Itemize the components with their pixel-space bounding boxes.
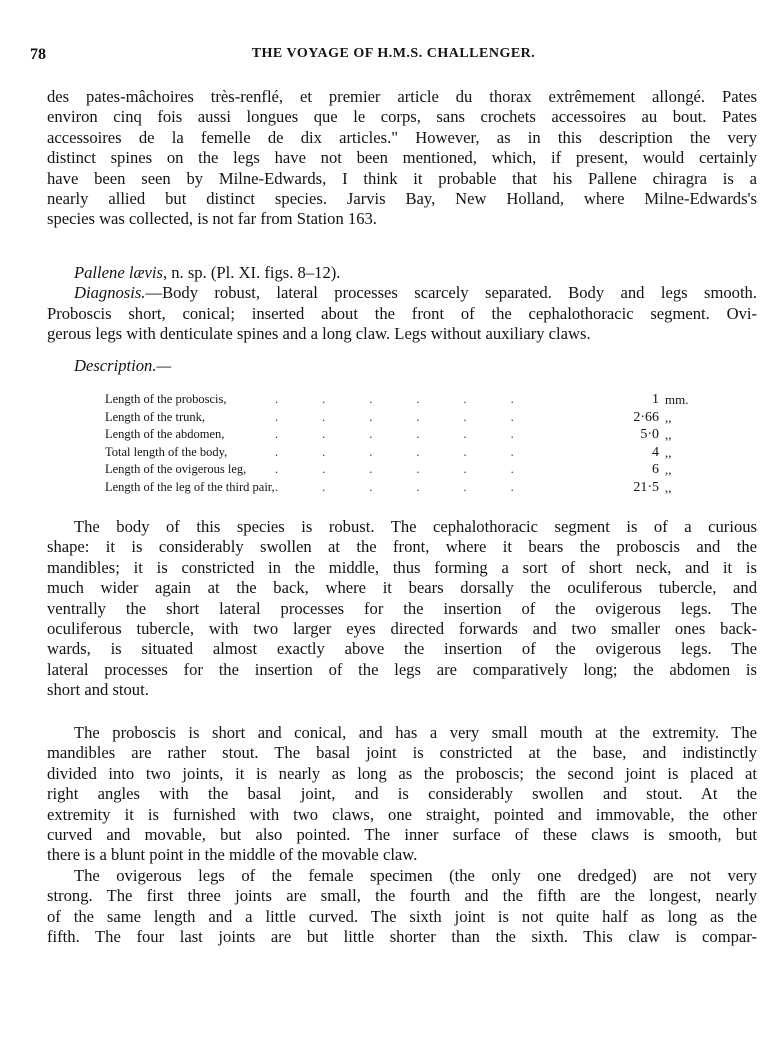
- leader-dots: ......: [275, 479, 558, 494]
- text-line: nearly allied but distinct species. Jarvis Bay, New Holland, where Milne-Edwards's: [47, 188, 757, 208]
- text-line: oculiferous tubercle, with two larger eyes directed forwards and two smaller ones back-: [47, 618, 757, 638]
- measurement-label: Total length of the body,: [105, 444, 228, 459]
- measurement-row: [105, 391, 689, 409]
- leader-dots: ......: [275, 409, 558, 424]
- text-line: divided into two joints, it is nearly as long as the proboscis; the second joint is placed at: [47, 763, 757, 783]
- measurement-unit: ,,: [665, 427, 672, 443]
- text-line: have been seen by Milne-Edwards, I think it probable that his Pallene chiragra is a: [47, 168, 757, 188]
- measurements-table: [105, 391, 689, 497]
- text-line: distinct spines on the legs have not been mentioned, which, if present, would certainly: [47, 148, 757, 168]
- species-heading: [47, 263, 757, 283]
- text-line: gerous legs with denticulate spines and a long claw. Legs without auxiliary claws.: [47, 324, 591, 344]
- paragraph-4: [47, 866, 757, 948]
- measurement-label: Length of the proboscis,: [105, 392, 227, 406]
- leader-dots: ......: [275, 444, 558, 459]
- text-line: lateral processes for the insertion of the legs are comparatively long; the abdomen is: [47, 659, 757, 679]
- text-line: The body of this species is robust. The cephalothoracic segment is of a curious: [74, 517, 757, 536]
- measurement-unit: ,,: [665, 462, 672, 478]
- text-line: extremity it is furnished with two claws, one straight, pointed and immovable, the other: [47, 804, 757, 824]
- paragraph-2: [47, 517, 757, 701]
- species-ref: , n. sp. (Pl. XI. figs. 8–12).: [162, 263, 341, 282]
- paragraph-3: [47, 723, 757, 866]
- diagnosis-label: Diagnosis.: [74, 283, 146, 303]
- running-title: THE VOYAGE OF H.M.S. CHALLENGER.: [251, 46, 536, 61]
- text-line: accessoires de la femelle de dix articles." However, as in this description the very: [47, 127, 757, 147]
- text-line: environ cinq fois aussi longues que le corps, sans crochets accessoires au bout. Pates: [47, 107, 757, 127]
- text-line: mandibles are rather stout. The basal joint is constricted at the base, and indistinctly: [47, 743, 757, 763]
- text-line: wards, is situated almost exactly above the insertion of the ovigerous legs. The: [47, 639, 757, 659]
- measurement-unit: mm.: [665, 392, 689, 407]
- text-line: of the same length and a little curved. The sixth joint is not quite half as long as the: [47, 906, 757, 926]
- text-line: shape: it is considerably swollen at the front, where it bears the proboscis and the: [47, 537, 757, 557]
- text-line: species was collected, is not far from Station 163.: [47, 209, 377, 229]
- measurement-row: [105, 409, 685, 427]
- text-line: The ovigerous legs of the female specimen (the only one dredged) are not very: [74, 866, 757, 885]
- paragraph-1: [47, 87, 757, 230]
- text-line: strong. The first three joints are small, the fourth and the fifth are the longest, nearly: [47, 886, 757, 906]
- measurement-value: 6: [652, 462, 659, 478]
- description-label: Description.—: [74, 356, 172, 375]
- text-line: mandibles; it is constricted in the middle, thus forming a sort of short neck, and it is: [47, 557, 757, 577]
- page-number: 78: [30, 46, 46, 63]
- measurement-label: Length of the ovigerous leg,: [105, 462, 247, 477]
- measurement-unit: ,,: [665, 479, 672, 495]
- leader-dots: ......: [275, 462, 558, 477]
- text-line: there is a blunt point in the middle of the movable claw.: [47, 845, 418, 865]
- text-line: Proboscis short, conical; inserted about the front of the cephalothoracic segment. Ovi-: [47, 303, 757, 323]
- measurement-value: 5·0: [640, 427, 659, 443]
- text-line: right angles with the basal joint, and is considerably swollen and stout. At the: [47, 784, 757, 804]
- measurement-unit: ,,: [665, 444, 672, 460]
- species-section: [47, 263, 757, 345]
- leader-dots: ......: [275, 427, 558, 442]
- text-line: fifth. The four last joints are but little shorter than the sixth. This claw is compar-: [47, 927, 757, 947]
- diagnosis-line: [47, 283, 757, 303]
- measurement-value: 1: [652, 392, 659, 407]
- measurement-label: Length of the trunk,: [105, 409, 205, 424]
- description-heading: [47, 356, 757, 376]
- text-line: —Body robust, lateral processes scarcely separated. Body and legs smooth.: [145, 283, 757, 303]
- measurement-label: Length of the leg of the third pair,: [105, 479, 275, 494]
- measurement-value: 21·5: [633, 479, 659, 495]
- text-line: The proboscis is short and conical, and has a very small mouth at the extremity. The: [74, 723, 757, 742]
- measurement-row: [105, 461, 685, 479]
- measurement-value: 4: [652, 444, 659, 460]
- text-line: ventrally the short lateral processes for the insertion of the ovigerous legs. The: [47, 598, 757, 618]
- measurement-unit: ,,: [665, 409, 672, 425]
- measurement-value: 2·66: [633, 409, 659, 425]
- text-line: des pates-mâchoires très-renflé, et premier article du thorax extrêmement allongé. Pates: [47, 87, 757, 106]
- measurement-row: [105, 444, 685, 462]
- measurement-row: [105, 426, 685, 444]
- text-line: curved and movable, but also pointed. The inner surface of these claws is smooth, but: [47, 824, 757, 844]
- leader-dots: ......: [275, 392, 558, 406]
- measurement-label: Length of the abdomen,: [105, 427, 225, 442]
- measurement-row: [105, 479, 685, 497]
- text-line: short and stout.: [47, 680, 149, 700]
- species-name: Pallene lævis: [74, 263, 163, 282]
- text-line: much wider again at the back, where it bears dorsally the oculiferous tubercle, and: [47, 578, 757, 598]
